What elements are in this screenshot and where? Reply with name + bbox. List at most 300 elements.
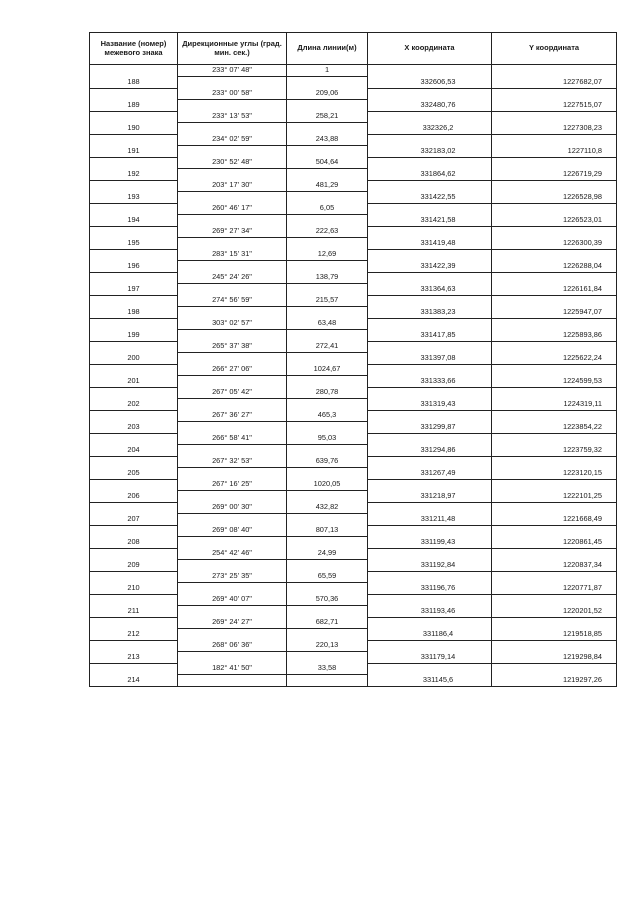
cell-empty (178, 376, 287, 388)
cell-empty (178, 192, 287, 204)
cell-angle: 267° 36' 27" (178, 410, 287, 422)
cell-mark-name: 190 (90, 123, 178, 135)
mark-row (90, 560, 617, 572)
cell-empty (492, 341, 617, 353)
cell-angle: 267° 05' 42" (178, 387, 287, 399)
cell-length: 1024,67 (287, 364, 368, 376)
cell-y-coordinate: 1223759,32 (492, 445, 617, 457)
cell-empty (492, 203, 617, 215)
header-angle-line1: Дирекционные углы (182, 39, 259, 48)
segment-row (90, 433, 617, 445)
cell-mark-name: 197 (90, 284, 178, 296)
cell-empty (368, 548, 492, 560)
cell-x-coordinate: 331211,48 (368, 514, 492, 526)
cell-empty (368, 180, 492, 192)
cell-angle: 233° 07' 48" (178, 65, 287, 77)
segment-row (90, 525, 617, 537)
cell-empty (492, 318, 617, 330)
cell-x-coordinate: 331186,4 (368, 629, 492, 641)
cell-y-coordinate: 1227515,07 (492, 100, 617, 112)
cell-empty (368, 387, 492, 399)
cell-empty (178, 353, 287, 365)
cell-empty (287, 169, 368, 181)
cell-empty (368, 203, 492, 215)
cell-angle: 233° 13' 53" (178, 111, 287, 123)
cell-x-coordinate: 332480,76 (368, 100, 492, 112)
cell-empty (90, 433, 178, 445)
mark-row (90, 261, 617, 273)
cell-empty (90, 249, 178, 261)
segment-row (90, 410, 617, 422)
cell-empty (492, 364, 617, 376)
cell-angle: 268° 06' 36" (178, 640, 287, 652)
segment-row (90, 502, 617, 514)
segment-row (90, 387, 617, 399)
segment-row (90, 479, 617, 491)
cell-empty (90, 226, 178, 238)
cell-empty (368, 410, 492, 422)
cell-empty (178, 445, 287, 457)
cell-x-coordinate: 331421,58 (368, 215, 492, 227)
cell-x-coordinate: 331422,39 (368, 261, 492, 273)
segment-row (90, 226, 617, 238)
cell-empty (368, 249, 492, 261)
cell-x-coordinate: 331267,49 (368, 468, 492, 480)
cell-angle: 274° 56' 59" (178, 295, 287, 307)
cell-empty (368, 479, 492, 491)
header-line-length: Длина линии(м) (287, 33, 368, 65)
cell-angle: 260° 46' 17" (178, 203, 287, 215)
segment-row (90, 456, 617, 468)
cell-length: 215,57 (287, 295, 368, 307)
cell-empty (368, 433, 492, 445)
mark-row (90, 491, 617, 503)
cell-mark-name: 207 (90, 514, 178, 526)
boundary-coordinates-sheet (89, 32, 616, 832)
cell-y-coordinate: 1226300,39 (492, 238, 617, 250)
cell-empty (492, 617, 617, 629)
cell-x-coordinate: 331417,85 (368, 330, 492, 342)
cell-length: 6,05 (287, 203, 368, 215)
cell-empty (90, 571, 178, 583)
cell-empty (287, 606, 368, 618)
cell-y-coordinate: 1227110,8 (492, 146, 617, 158)
mark-row (90, 146, 617, 158)
segment-row (90, 157, 617, 169)
cell-empty (90, 111, 178, 123)
cell-empty (368, 456, 492, 468)
mark-row (90, 238, 617, 250)
mark-row (90, 422, 617, 434)
cell-angle: 267° 16' 25" (178, 479, 287, 491)
cell-empty (287, 537, 368, 549)
cell-empty (287, 399, 368, 411)
cell-empty (178, 261, 287, 273)
cell-empty (287, 77, 368, 89)
cell-mark-name: 198 (90, 307, 178, 319)
cell-empty (492, 640, 617, 652)
cell-angle: 245° 24' 26" (178, 272, 287, 284)
cell-empty (287, 238, 368, 250)
cell-empty (368, 341, 492, 353)
mark-row (90, 652, 617, 664)
cell-x-coordinate: 331196,76 (368, 583, 492, 595)
cell-y-coordinate: 1227682,07 (492, 77, 617, 89)
cell-empty (492, 663, 617, 675)
header-y-coordinate: Y координата (492, 33, 617, 65)
cell-length: 220,13 (287, 640, 368, 652)
cell-angle: 267° 32' 53" (178, 456, 287, 468)
cell-empty (492, 157, 617, 169)
cell-empty (90, 341, 178, 353)
cell-mark-name: 201 (90, 376, 178, 388)
segment-row (90, 111, 617, 123)
cell-empty (178, 537, 287, 549)
cell-x-coordinate: 331319,43 (368, 399, 492, 411)
cell-length: 465,3 (287, 410, 368, 422)
cell-length: 258,21 (287, 111, 368, 123)
cell-mark-name: 192 (90, 169, 178, 181)
cell-empty (178, 146, 287, 158)
cell-empty (492, 65, 617, 77)
cell-length: 243,88 (287, 134, 368, 146)
mark-row (90, 284, 617, 296)
segment-row (90, 341, 617, 353)
cell-empty (90, 502, 178, 514)
cell-x-coordinate: 331299,87 (368, 422, 492, 434)
cell-y-coordinate: 1225893,86 (492, 330, 617, 342)
mark-row (90, 353, 617, 365)
cell-x-coordinate: 331333,66 (368, 376, 492, 388)
cell-y-coordinate: 1223120,15 (492, 468, 617, 480)
mark-row (90, 100, 617, 112)
cell-y-coordinate: 1225947,07 (492, 307, 617, 319)
cell-angle: 269° 08' 40" (178, 525, 287, 537)
cell-y-coordinate: 1219518,85 (492, 629, 617, 641)
cell-mark-name: 194 (90, 215, 178, 227)
cell-empty (90, 318, 178, 330)
cell-empty (178, 468, 287, 480)
cell-y-coordinate: 1225622,24 (492, 353, 617, 365)
cell-empty (368, 65, 492, 77)
segment-row (90, 640, 617, 652)
mark-row (90, 169, 617, 181)
cell-mark-name: 210 (90, 583, 178, 595)
cell-empty (90, 387, 178, 399)
segment-row-first (90, 65, 617, 77)
cell-angle: 269° 40' 07" (178, 594, 287, 606)
cell-empty (492, 479, 617, 491)
mark-row (90, 675, 617, 687)
cell-x-coordinate: 331864,62 (368, 169, 492, 181)
cell-empty (287, 514, 368, 526)
cell-angle: 266° 58' 41" (178, 433, 287, 445)
mark-row (90, 376, 617, 388)
cell-angle: 203° 17' 30" (178, 180, 287, 192)
cell-mark-name: 196 (90, 261, 178, 273)
cell-empty (90, 617, 178, 629)
cell-mark-name: 206 (90, 491, 178, 503)
cell-length: 570,36 (287, 594, 368, 606)
cell-length: 1 (287, 65, 368, 77)
cell-empty (90, 410, 178, 422)
cell-mark-name: 195 (90, 238, 178, 250)
cell-length: 63,48 (287, 318, 368, 330)
cell-empty (178, 169, 287, 181)
cell-empty (368, 295, 492, 307)
cell-empty (287, 583, 368, 595)
cell-empty (287, 675, 368, 687)
cell-y-coordinate: 1221668,49 (492, 514, 617, 526)
mark-row (90, 123, 617, 135)
cell-empty (492, 548, 617, 560)
cell-empty (368, 571, 492, 583)
cell-empty (90, 456, 178, 468)
cell-mark-name: 212 (90, 629, 178, 641)
cell-empty (287, 629, 368, 641)
cell-length: 280,78 (287, 387, 368, 399)
cell-length: 138,79 (287, 272, 368, 284)
cell-empty (368, 88, 492, 100)
mark-row (90, 468, 617, 480)
cell-empty (287, 284, 368, 296)
cell-mark-name: 188 (90, 77, 178, 89)
cell-empty (492, 180, 617, 192)
cell-x-coordinate: 332326,2 (368, 123, 492, 135)
cell-empty (287, 215, 368, 227)
cell-empty (287, 422, 368, 434)
cell-empty (90, 65, 178, 77)
header-angle-line2: (град. мин. сек.) (214, 39, 282, 57)
cell-empty (368, 318, 492, 330)
cell-empty (492, 502, 617, 514)
cell-empty (287, 445, 368, 457)
cell-empty (178, 583, 287, 595)
segment-row (90, 249, 617, 261)
cell-empty (287, 353, 368, 365)
cell-length: 222,63 (287, 226, 368, 238)
cell-length: 481,29 (287, 180, 368, 192)
cell-angle: 283° 15' 31" (178, 249, 287, 261)
cell-empty (90, 640, 178, 652)
cell-mark-name: 193 (90, 192, 178, 204)
cell-y-coordinate: 1222101,25 (492, 491, 617, 503)
segment-row (90, 203, 617, 215)
cell-empty (90, 203, 178, 215)
cell-mark-name: 204 (90, 445, 178, 457)
cell-empty (492, 525, 617, 537)
table-header (90, 33, 617, 65)
segment-row (90, 594, 617, 606)
cell-empty (90, 479, 178, 491)
cell-length: 504,64 (287, 157, 368, 169)
cell-x-coordinate: 332606,53 (368, 77, 492, 89)
cell-x-coordinate: 331218,97 (368, 491, 492, 503)
cell-empty (368, 525, 492, 537)
cell-empty (178, 284, 287, 296)
cell-angle: 182° 41' 50" (178, 663, 287, 675)
cell-x-coordinate: 331422,55 (368, 192, 492, 204)
cell-empty (287, 560, 368, 572)
cell-empty (287, 330, 368, 342)
cell-empty (287, 468, 368, 480)
segment-row (90, 180, 617, 192)
cell-y-coordinate: 1223854,22 (492, 422, 617, 434)
coordinates-table (89, 32, 617, 687)
cell-empty (90, 364, 178, 376)
segment-row (90, 571, 617, 583)
cell-mark-name: 203 (90, 422, 178, 434)
mark-row (90, 307, 617, 319)
cell-length: 1020,05 (287, 479, 368, 491)
cell-empty (178, 652, 287, 664)
mark-row (90, 537, 617, 549)
cell-y-coordinate: 1220201,52 (492, 606, 617, 618)
cell-empty (287, 307, 368, 319)
cell-empty (90, 525, 178, 537)
cell-y-coordinate: 1224319,11 (492, 399, 617, 411)
cell-empty (368, 157, 492, 169)
cell-empty (492, 594, 617, 606)
cell-empty (178, 330, 287, 342)
cell-length: 95,03 (287, 433, 368, 445)
segment-row (90, 364, 617, 376)
cell-angle: 273° 25' 35" (178, 571, 287, 583)
cell-empty (492, 410, 617, 422)
cell-empty (178, 629, 287, 641)
cell-empty (90, 548, 178, 560)
cell-mark-name: 213 (90, 652, 178, 664)
segment-row (90, 295, 617, 307)
cell-y-coordinate: 1226161,84 (492, 284, 617, 296)
cell-angle: 254° 42' 46" (178, 548, 287, 560)
cell-empty (178, 77, 287, 89)
cell-x-coordinate: 331193,46 (368, 606, 492, 618)
cell-empty (90, 295, 178, 307)
header-mark-name: Название (номер) межевого знака (90, 33, 178, 65)
segment-row (90, 617, 617, 629)
cell-empty (492, 272, 617, 284)
cell-empty (178, 307, 287, 319)
cell-y-coordinate: 1226523,01 (492, 215, 617, 227)
cell-length: 272,41 (287, 341, 368, 353)
cell-mark-name: 202 (90, 399, 178, 411)
cell-mark-name: 189 (90, 100, 178, 112)
cell-mark-name: 191 (90, 146, 178, 158)
cell-empty (492, 456, 617, 468)
cell-empty (368, 640, 492, 652)
cell-empty (178, 491, 287, 503)
cell-empty (368, 134, 492, 146)
cell-empty (492, 433, 617, 445)
cell-empty (368, 617, 492, 629)
header-direction-angle (178, 33, 287, 65)
cell-empty (492, 387, 617, 399)
cell-empty (178, 422, 287, 434)
cell-angle: 234° 02' 59" (178, 134, 287, 146)
cell-length: 682,71 (287, 617, 368, 629)
segment-row (90, 548, 617, 560)
cell-empty (178, 560, 287, 572)
mark-row (90, 514, 617, 526)
cell-empty (90, 157, 178, 169)
cell-empty (368, 272, 492, 284)
cell-y-coordinate: 1227308,23 (492, 123, 617, 135)
mark-row (90, 606, 617, 618)
cell-mark-name: 211 (90, 606, 178, 618)
segment-row (90, 318, 617, 330)
cell-length: 65,59 (287, 571, 368, 583)
cell-x-coordinate: 331383,23 (368, 307, 492, 319)
cell-empty (492, 111, 617, 123)
cell-empty (368, 594, 492, 606)
cell-length: 432,82 (287, 502, 368, 514)
cell-empty (90, 663, 178, 675)
cell-length: 33,58 (287, 663, 368, 675)
cell-empty (178, 606, 287, 618)
cell-x-coordinate: 331145,6 (368, 675, 492, 687)
cell-angle: 269° 27' 34" (178, 226, 287, 238)
cell-angle: 303° 02' 57" (178, 318, 287, 330)
cell-empty (287, 261, 368, 273)
cell-x-coordinate: 331192,84 (368, 560, 492, 572)
cell-y-coordinate: 1219297,26 (492, 675, 617, 687)
cell-y-coordinate: 1220837,34 (492, 560, 617, 572)
segment-row (90, 663, 617, 675)
cell-angle: 266° 27' 06" (178, 364, 287, 376)
cell-x-coordinate: 331419,48 (368, 238, 492, 250)
cell-angle: 230° 52' 48" (178, 157, 287, 169)
cell-empty (178, 399, 287, 411)
cell-empty (492, 571, 617, 583)
cell-y-coordinate: 1220861,45 (492, 537, 617, 549)
cell-empty (178, 514, 287, 526)
cell-empty (368, 502, 492, 514)
cell-x-coordinate: 331199,43 (368, 537, 492, 549)
cell-empty (287, 146, 368, 158)
cell-empty (368, 364, 492, 376)
cell-empty (178, 100, 287, 112)
mark-row (90, 215, 617, 227)
cell-empty (492, 295, 617, 307)
cell-empty (90, 594, 178, 606)
cell-y-coordinate: 1226288,04 (492, 261, 617, 273)
cell-empty (287, 491, 368, 503)
mark-row (90, 330, 617, 342)
segment-row (90, 88, 617, 100)
header-x-coordinate: X координата (368, 33, 492, 65)
cell-empty (90, 134, 178, 146)
cell-mark-name: 208 (90, 537, 178, 549)
cell-x-coordinate: 331397,08 (368, 353, 492, 365)
cell-empty (492, 88, 617, 100)
cell-x-coordinate: 332183,02 (368, 146, 492, 158)
cell-angle: 265° 37' 38" (178, 341, 287, 353)
cell-length: 807,13 (287, 525, 368, 537)
cell-y-coordinate: 1224599,53 (492, 376, 617, 388)
segment-row (90, 272, 617, 284)
cell-y-coordinate: 1220771,87 (492, 583, 617, 595)
cell-empty (178, 123, 287, 135)
cell-mark-name: 209 (90, 560, 178, 572)
cell-mark-name: 205 (90, 468, 178, 480)
cell-empty (178, 215, 287, 227)
table-body (90, 65, 617, 687)
cell-angle: 233° 00' 58" (178, 88, 287, 100)
cell-x-coordinate: 331179,14 (368, 652, 492, 664)
cell-empty (492, 249, 617, 261)
cell-empty (90, 180, 178, 192)
